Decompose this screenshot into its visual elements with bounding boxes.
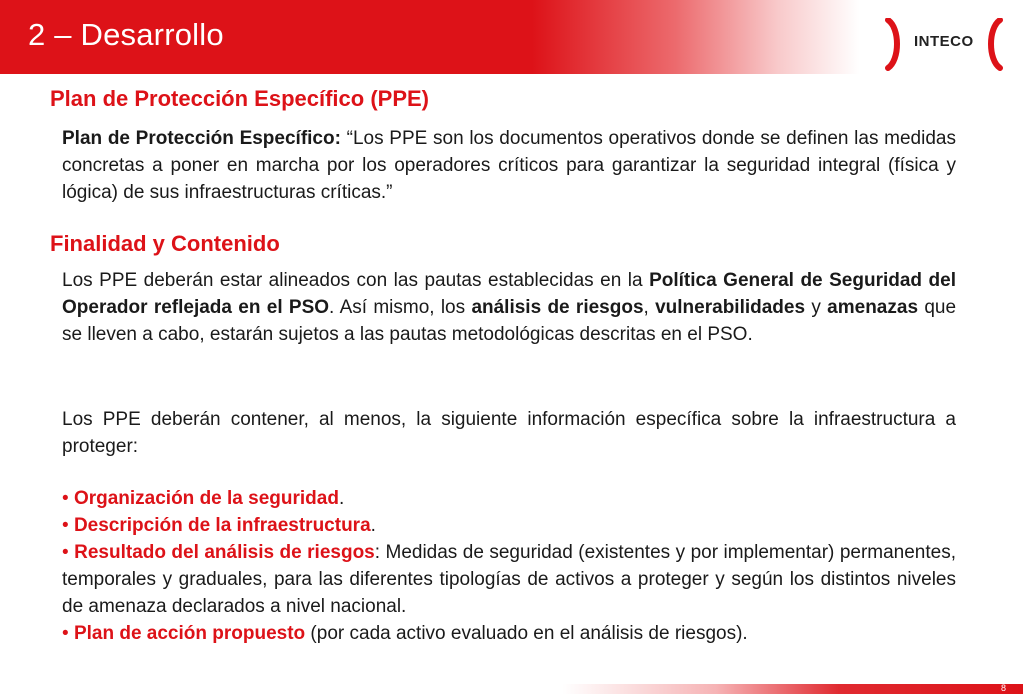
p1-text-4: y	[805, 297, 828, 318]
paragraph-contenido: Los PPE deberán contener, al menos, la siguiente información específica sobre la infraestructura a proteger:	[62, 409, 956, 457]
bullet-list	[62, 485, 956, 647]
p1-text-2: . Así mismo, los	[329, 297, 472, 318]
section-heading-finalidad: Finalidad y Contenido	[50, 231, 280, 256]
paragraph-alineacion	[62, 267, 956, 348]
p1-text-3: ,	[643, 297, 656, 318]
definition-term: Plan de Protección Específico:	[62, 128, 341, 149]
p1-bold-analisis: análisis de riesgos	[471, 297, 644, 318]
list-item	[62, 512, 956, 539]
section-heading-ppe: Plan de Protección Específico (PPE)	[50, 86, 429, 111]
bullet-text: : Medidas de seguridad (existentes y por implementar) permanentes, temporales y graduales, para las diferentes tipologías de activos a proteger y según los distintos niveles de amenaza declarados a nivel nacional.	[62, 542, 956, 617]
bullet-title: Plan de acción propuesto	[73, 623, 306, 644]
bullet-dot: •	[62, 542, 69, 563]
footer-bar	[0, 684, 1023, 694]
list-item	[62, 485, 956, 512]
list-item	[62, 620, 956, 647]
bullet-dot: •	[62, 623, 69, 644]
p1-text-5: que se lleven a cabo, estarán sujetos a las pautas metodológicas descritas en el PSO.	[62, 297, 957, 345]
bullet-dot: •	[62, 515, 69, 536]
list-item	[62, 539, 956, 620]
p1-bold-vulnerabilidades: vulnerabilidades	[655, 297, 806, 318]
bullet-title: Resultado del análisis de riesgos	[74, 542, 375, 563]
page-number: 8	[1001, 683, 1007, 693]
p1-bold-politica: Política General de Seguridad del Operador reflejada en el PSO	[62, 270, 956, 318]
ppe-definition	[62, 125, 956, 206]
bullet-title: Organización de la seguridad	[73, 488, 339, 509]
slide-title: 2 – Desarrollo	[28, 17, 224, 52]
p1-text-1: Los PPE deberán estar alineados con las pautas establecidas en la	[62, 270, 650, 291]
bullet-text: .	[370, 515, 376, 536]
definition-text: “Los PPE son los documentos operativos donde se definen las medidas concretas a poner en marcha por los operadores críticos para garantizar la seguridad integral (física y lógica) de sus infraestructuras críticas.”	[62, 128, 956, 203]
logo-text: INTECO	[914, 33, 974, 50]
bullet-title: Descripción de la infraestructura	[73, 515, 371, 536]
inteco-logo	[884, 18, 1008, 72]
bullet-text: (por cada activo evaluado en el análisis de riesgos).	[305, 623, 748, 644]
bullet-dot: •	[62, 488, 69, 509]
p1-bold-amenazas: amenazas	[827, 297, 919, 318]
bullet-text: .	[338, 488, 345, 509]
